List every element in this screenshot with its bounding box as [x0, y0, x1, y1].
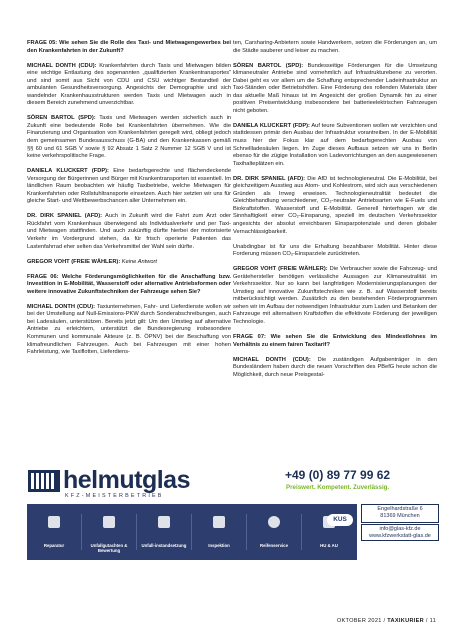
speaker-name: DANIELA KLUCKERT (FDP):	[233, 122, 310, 129]
continued-text: ten, Carsharing-Anbietern sowie Handwerkern, setzen die Förderungen an, um die Städte sauberer und leiser zu machen.	[233, 40, 437, 54]
question-06: FRAGE 06: Welche Förderungsmöglichkeiten für die Anschaffung bzw. Investition in E-Mobilität, Wasserstoff oder alternative Antriebsformen oder weitere innovative Zukunftstechniken der Fahrzeuge sehen Sie?	[27, 273, 231, 295]
right-column	[233, 40, 437, 387]
service-label: HU & AU	[320, 543, 338, 548]
service-label: Reparatur	[43, 543, 65, 548]
answer-cdu-q6	[27, 304, 231, 357]
speaker-name: GREGOR VOHT (FREIE WÄHLER):	[233, 266, 328, 273]
web-box	[361, 524, 439, 541]
service-appraisal	[82, 504, 136, 560]
answer-afd	[27, 213, 231, 251]
speaker-name: MICHAEL DONTH (CDU):	[233, 356, 311, 363]
kus-logo: KUS	[327, 514, 353, 526]
car-grille-icon	[27, 468, 61, 494]
answer-fdp-q6	[233, 123, 437, 168]
left-column	[27, 40, 231, 364]
service-tires	[247, 504, 301, 560]
document-icon	[103, 516, 115, 528]
answer-cdu	[27, 63, 231, 108]
speaker-name: MICHAEL DONTH (CDU):	[27, 62, 97, 69]
speaker-name: DANIELA KLUCKERT (FDP):	[27, 168, 109, 175]
address-street: Engelhardstraße 6	[377, 506, 423, 512]
question-07: FRAGE 07: Wie sehen Sie die Entwicklung des Mindestlohnes im Verhältnis zu einem fairen Taxitarif?	[233, 334, 437, 348]
checklist-icon	[213, 516, 225, 528]
phone-number[interactable]: +49 (0) 89 77 99 62	[285, 468, 391, 482]
email-link[interactable]: info@glas-kfz.de	[379, 526, 421, 532]
tagline: Preiswert. Kompetent. Zuverlässig.	[286, 484, 390, 491]
service-label: Unfall-instandsetzung	[141, 543, 187, 548]
issue-date: OKTOBER 2021 /	[336, 618, 386, 624]
helmutglas-logo	[27, 466, 227, 498]
answer-afd-q6-continued: Unabdingbar ist für uns die Erhaltung bezahlbarer Mobilität. Hinter diese Forderung müssen CO₂-Einsparziele zurücktreten.	[233, 243, 437, 258]
logo-wordmark: helmutglas	[63, 466, 190, 494]
speaker-name: GREGOR VOHT (FREIE WÄHLER):	[27, 258, 121, 265]
page-number: / 11	[425, 618, 436, 624]
answer-fdp	[27, 168, 231, 206]
service-accident-repair	[137, 504, 191, 560]
service-label: Inspektion	[208, 543, 230, 548]
contact-info	[361, 504, 437, 560]
address-city: 81369 München	[380, 513, 420, 519]
service-label: Reifenservice	[260, 543, 288, 548]
speaker-name: DR. DIRK SPANIEL (AFD):	[27, 213, 103, 220]
speaker-name: MICHAEL DONTH (CDU):	[27, 303, 95, 310]
magazine-name: TAXIKURIER	[387, 618, 425, 624]
question-05: FRAGE 05: Wie sehen Sie die Rolle des Taxi- und Mietwagengewerbes bei den Krankenfahrten in der Zukunft?	[27, 40, 231, 54]
answer-afd-q6	[233, 176, 437, 236]
answer-text: Krankenfahrten durch Taxis und Mietwagen bilden eine wichtige Entlastung des sogenannten „qualifizierten Krankentransportes“ und sind somit aus Sicht von CDU und CSU wichtiger Bestandteil der ambulanten Gesundheitsversorgung. Angesichts der Demographie und sich wandelnder Krankenhausstrukturen werden Taxis und Mietwagen auch in diesem Bereich zunehmend unverzichtbar.	[27, 62, 231, 107]
website-link[interactable]: www.kfzwerkstatt-glas.de	[369, 533, 431, 539]
service-repair	[27, 504, 81, 560]
service-hu-au	[302, 504, 356, 560]
speaker-name: DR. DIRK SPANIEL (AFD):	[233, 175, 306, 182]
speaker-name: SÖREN BARTOL (SPD):	[233, 62, 304, 69]
answer-freie-waehler-q6	[233, 266, 437, 326]
answer-text: Die AfD ist technologieneutral. Die E-Mobilität, bei gleichzeitigem Ausstieg aus Atom- und Kohlestrom, wird sich aus verschiedenen Gründen als Irrweg erweisen. Technologieneutralität bedeutet die Gleichbehandlung verschiedener, CO₂-neutraler Antriebsarten wie E-Fuels und Biokraftstoffen. Wasserstoff und E-Mobilität. Generell hinterfragen wir die Sinnhaftigkeit einer CO₂-Einsparung, speziell im deutschen Verkehrssektor angesichts der absolut erreichbaren Einsparpotenziale und deren globaler Vernachlässigbarkeit.	[233, 175, 437, 235]
answer-text: Auf teure Subventionen wollen wir verzichten und stattdessen primär den Ausbau der Infrastruktur vorantreiben. In der E-Mobilität muss hier der Fokus klar auf dem bedarfsgerechten Ausbau von Schnellladesäulen liegen. Im Zuge dieses Aufbaus setzen wir uns in Berlin ebenso für die zügige Installation von Ladevorrichtungen an den ausgewiesenen Taxihalteplätzen ein.	[233, 122, 437, 167]
service-label: Unfallgutachten & Bewertung	[90, 543, 128, 553]
answer-text: Die Verbraucher sowie die Fahrzeug- und Gerätehersteller benötigen verlässliche Aussagen zur Klimaneutralität im Verkehrssektor. Nur so kann bei langfristigen Modernisierungsplanungen der Umstieg auf innovative Zukunftstechniken wie z. B. auf Wasserstoff bereits mitberücksichtigt werden. Zusätzlich zu den bestehenden Förderprogrammen sehen wir im Aufbau der notwendigen Infrastruktur zum Laden und Betanken der Fahrzeuge mit alternativen Kraftstoffen die effektivste Förderung der jeweiligen Technologie.	[233, 266, 437, 325]
answer-text: Taxiunternehmen, Fahr- und Lieferdienste wollen wir bei der Umstellung auf Null-Emissions-PKW durch Sonderabschreibungen, auch bei Ladesäulen, unterstützen. Bereits jetzt gilt: Um den Umstieg auf alternative Antriebe zu erleichtern, unterstützt die Bundesregierung insbesondere Kommunen und kommunale Akteure (z. B. ÖPNV) bei der Beschaffung von klimafreundlichen Fahrzeugen. Auch bei Fahrzeugen mit einer hohen Fahrleistung, wie Taxiflotten, Lieferdiens-	[27, 303, 231, 356]
answer-text: Bundesseitige Förderungen für die Umsetzung klimaneutraler Antriebe sind vornehmlich auf Infrastrukturebene zu verorten. Dabei geht es vor allem um die Schaffung entsprechender Ladeinfrastruktur an Taxi-Ständen oder Betriebshöfen. Eine Förderung des rollenden Materials über das aktuelle Maß hinaus ist im Angesicht der großen Dynamik hin zu einer positiven Preisentwicklung insbesondere bei batterieelektrischen Fahrzeugen nicht geboten.	[233, 62, 437, 114]
speaker-name: SÖREN BARTOL (SPD):	[27, 115, 96, 122]
answer-freie-waehler	[27, 259, 231, 267]
answer-text: Die zuständigen Aufgabenträger in den Bundesländern haben durch die neuen Vorschriften des PBefG heute schon die Möglichkeit, durch neue Preisgestal-	[233, 356, 437, 378]
address-box	[361, 504, 439, 523]
advertisement[interactable]	[27, 456, 437, 572]
service-inspection	[192, 504, 246, 560]
page-footer	[337, 618, 436, 624]
answer-spd-q6	[233, 63, 437, 116]
answer-text: Auch in Zukunft wird die Fahrt zum Arzt oder Rückfahrt vom Krankenhaus überwiegend als Individualverkehr und per Taxi- und Mietwagen stattfinden. Und auch zukünftig dürfte hierbei der motorisierte Verkehr im Vordergrund stehen, da für frisch operierte Patienten das Lastenfahrrad eher selten das Verkehrsmittel der Wahl sein dürfte.	[27, 213, 231, 250]
tire-icon	[268, 516, 280, 528]
answer-text: Eine bedarfsgerechte und flächendeckende Versorgung der Bürgerinnen und Bürger mit Krankentransporten ist essentiell. Im ländlichen Raum beobachten wir häufig Taxibetriebe, welche Mietwagen für Krankenfahrten oder Rollstuhltransporte einsetzen. Auch hier setzten wir uns für gleiche Start- und Wettbewerbschancen aller Unternehmen ein.	[27, 168, 231, 205]
answer-text: Keine Antwort	[120, 258, 157, 265]
wrench-icon	[48, 516, 60, 528]
answer-cdu-q7	[233, 357, 437, 380]
answer-text: Taxis und Mietwagen werden sicherlich auch in Zukunft eine bedeutende Rolle bei Krankenfahrten übernehmen. Wie die Finanzierung und Organisation von Krankenfahrten geregelt wird, obliegt jedoch dem gemeinsamen Bundesausschuss (G-BA) und den Krankenkassen gemäß §§ 60 und 61 SGB V sowie § 92 Absatz 1 Satz 2 Nummer 12 SGB V und ist keine verkehrspolitische Frage.	[27, 115, 231, 160]
logo-subline: KFZ-MEISTERBETRIEB	[65, 493, 164, 499]
answer-spd	[27, 115, 231, 160]
car-icon	[158, 516, 170, 528]
services-bar	[27, 504, 357, 560]
